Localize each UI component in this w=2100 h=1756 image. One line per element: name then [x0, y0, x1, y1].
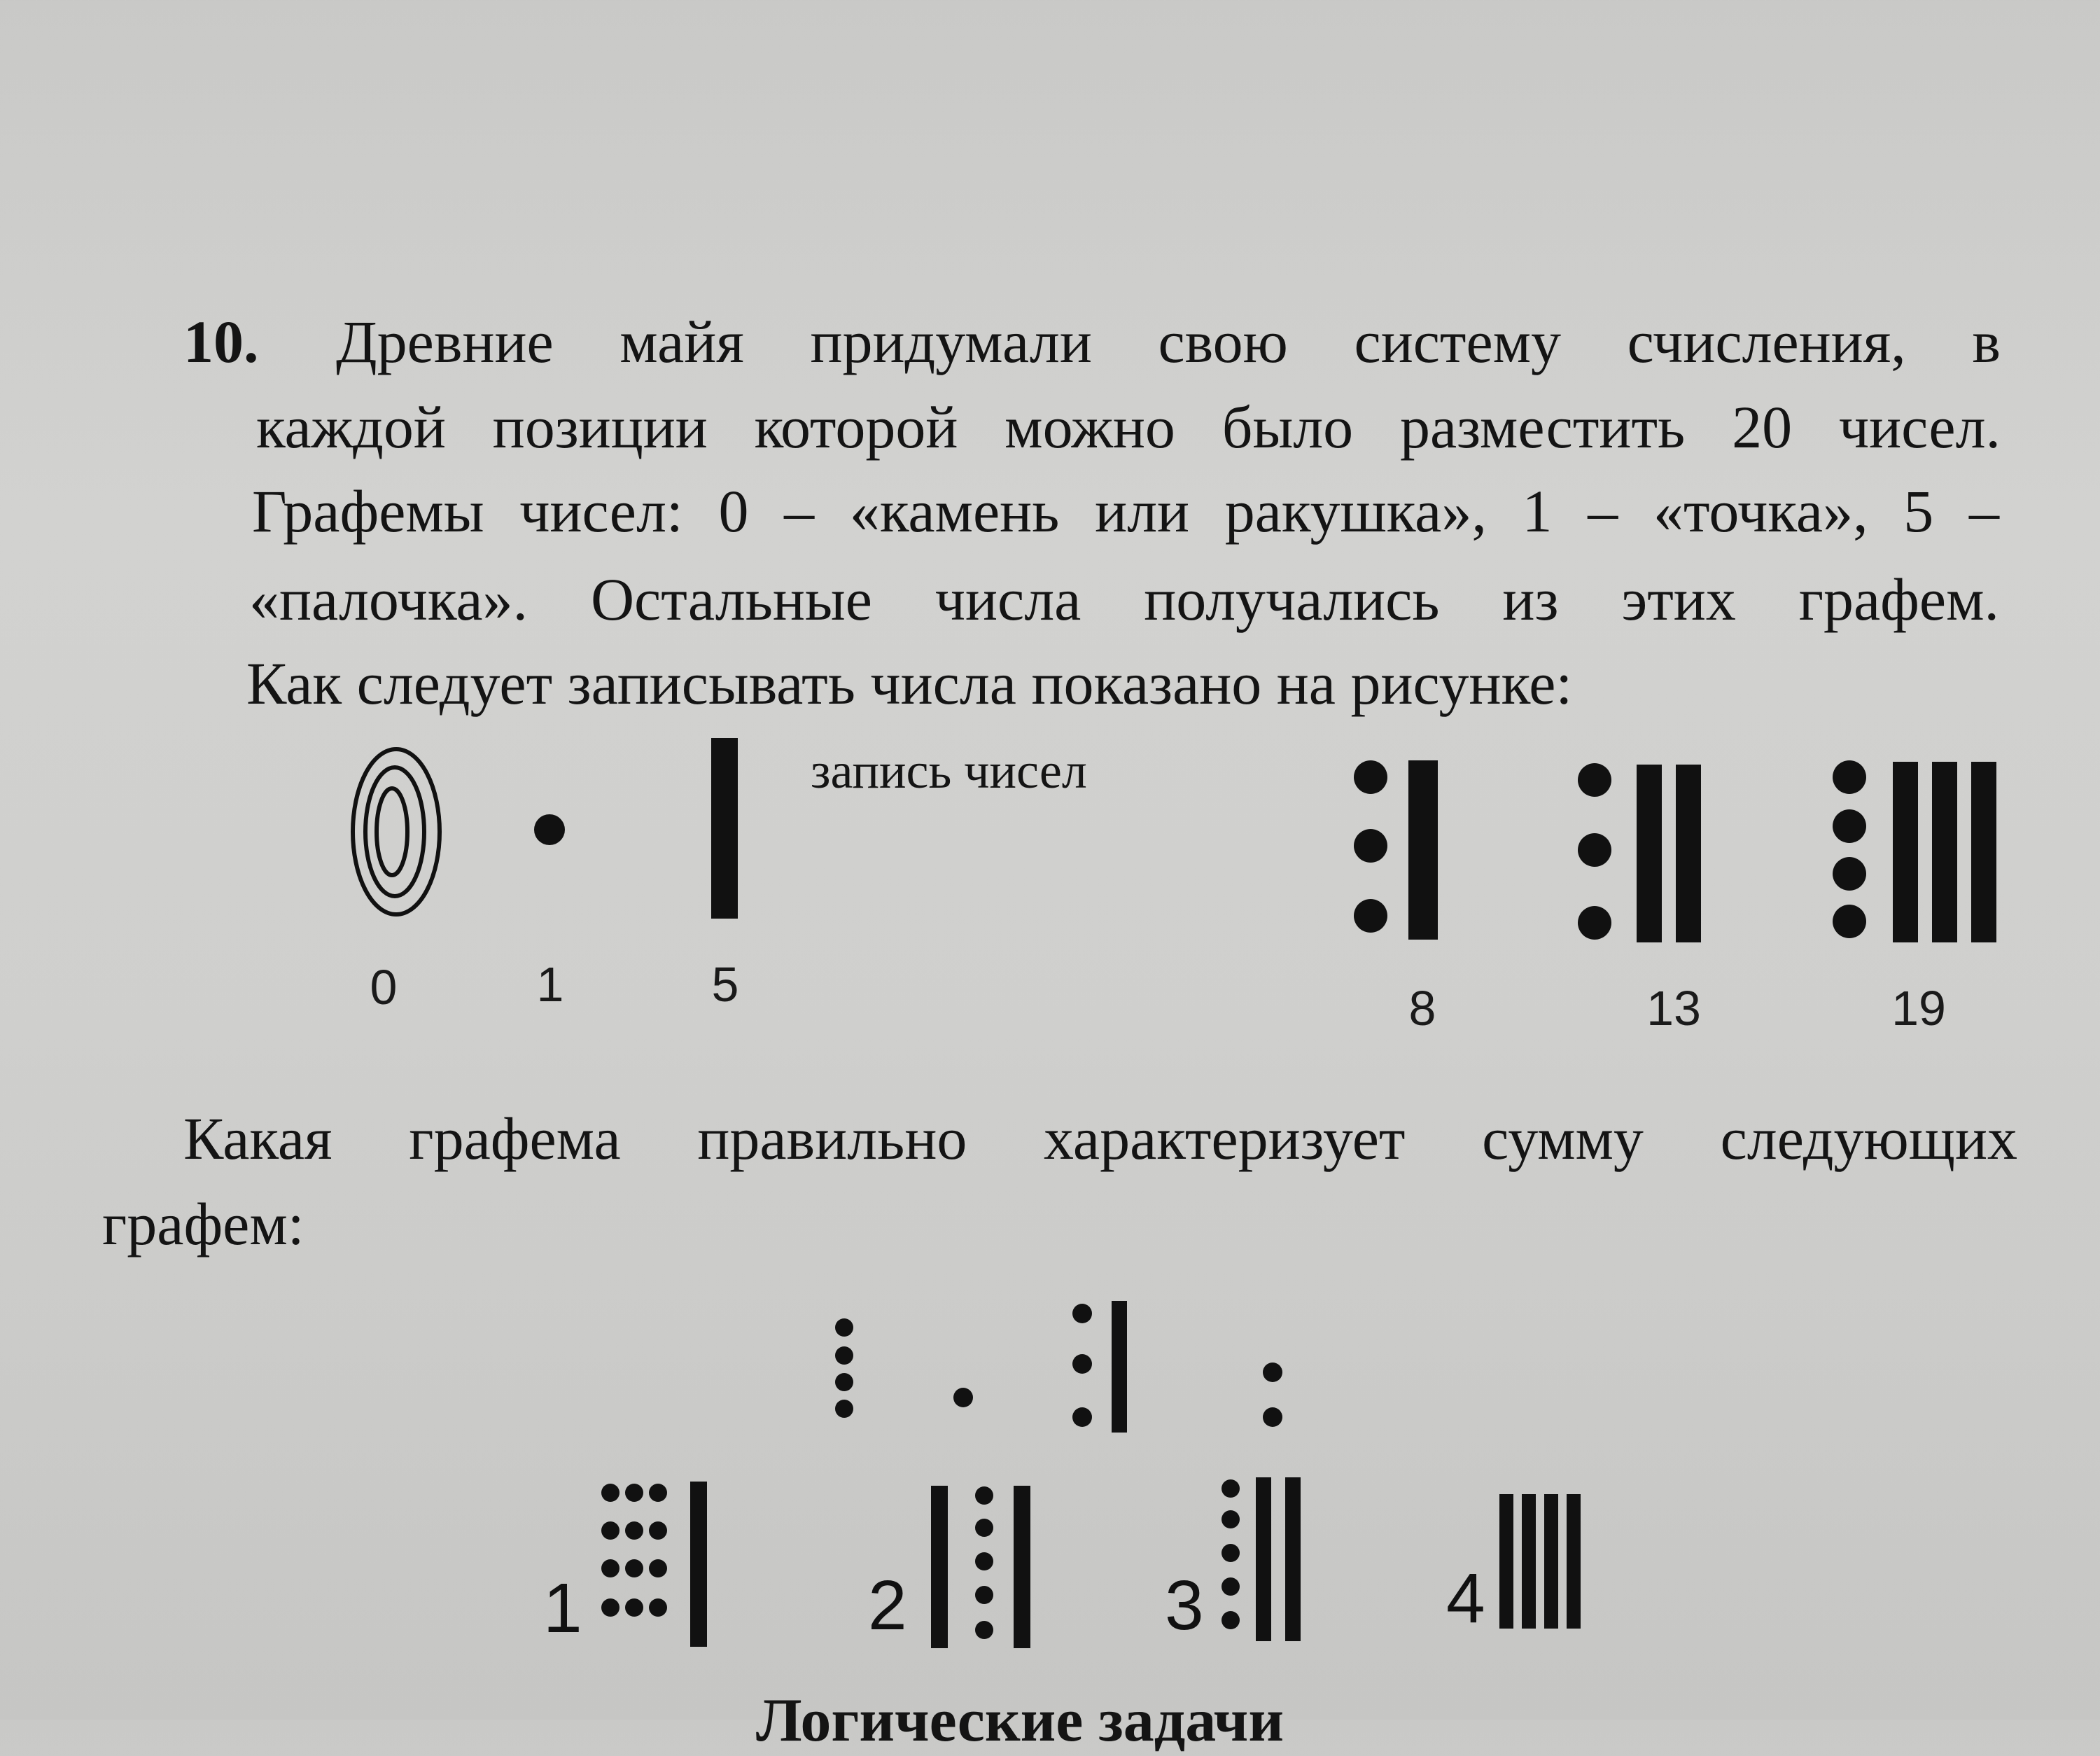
option-label-2[interactable]: 2	[868, 1566, 907, 1645]
example-label-19: 19	[1891, 981, 1946, 1036]
question-line-1: Какая графема правильно характеризует сумму следующих	[183, 1105, 2017, 1172]
task-number: 10.	[183, 308, 259, 375]
figure-caption: запись чисел	[811, 743, 1087, 799]
shell-icon	[350, 745, 448, 920]
task-line-5: Как следует записывать числа показано на рисунке:	[246, 650, 1573, 717]
option-numeral-1[interactable]	[598, 1477, 717, 1652]
dot-icon	[532, 812, 567, 847]
task-line-2: каждой позиции которой можно было разместить 20 чисел.	[256, 393, 2001, 461]
question-line-2: графем:	[102, 1190, 304, 1257]
task-line-1: Древние майя придумали свою систему счисления, в	[336, 308, 2001, 375]
option-numeral-4[interactable]	[1499, 1494, 1590, 1634]
partial-heading: Логические задачи	[756, 1687, 1284, 1755]
task-line-4: «палочка». Остальные числа получались из этих графем.	[249, 566, 1999, 633]
option-label-3[interactable]: 3	[1165, 1566, 1204, 1645]
option-numeral-3[interactable]	[1218, 1477, 1316, 1652]
glyph-label-0: 0	[370, 960, 398, 1015]
addend-numeral-4	[1257, 1363, 1292, 1433]
glyph-label-5: 5	[711, 957, 739, 1012]
addend-numeral-3	[1070, 1301, 1147, 1434]
example-label-13: 13	[1646, 981, 1701, 1036]
addend-numeral-1	[829, 1319, 864, 1424]
task-line-3: Графемы чисел: 0 – «камень или ракушка», 1 – «точка», 5 –	[252, 478, 1999, 545]
option-label-1[interactable]: 1	[543, 1569, 582, 1647]
maya-numeral-8	[1351, 760, 1449, 942]
example-label-8: 8	[1408, 981, 1436, 1036]
option-label-4[interactable]: 4	[1446, 1559, 1485, 1638]
glyph-label-1: 1	[536, 957, 564, 1012]
option-numeral-2[interactable]	[931, 1484, 1036, 1659]
maya-numeral-19	[1831, 762, 2006, 944]
maya-numeral-13	[1576, 763, 1709, 945]
addend-numeral-2	[949, 1384, 977, 1412]
bar-icon	[711, 738, 739, 919]
